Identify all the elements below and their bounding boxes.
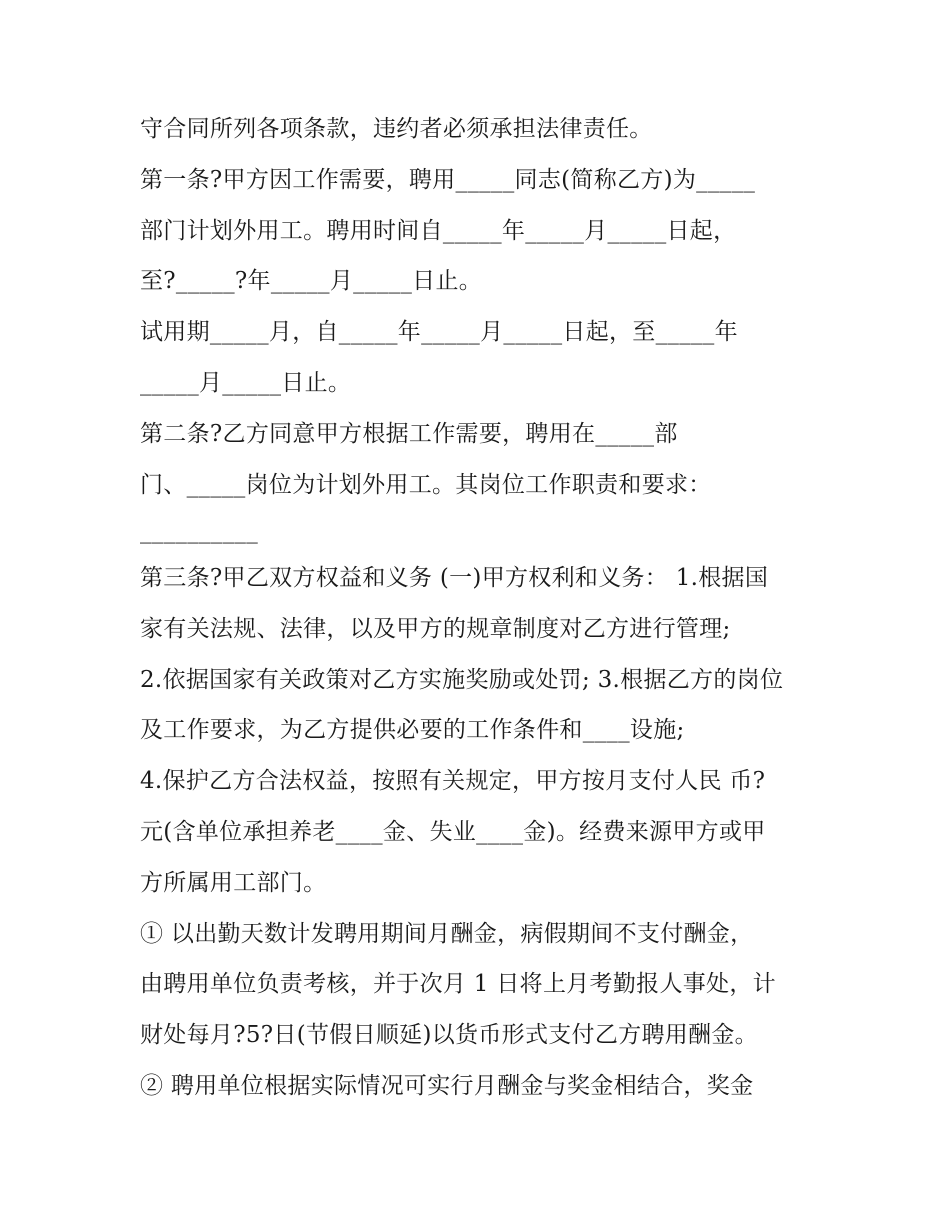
text-line: 试用期_____月，自_____年_____月_____日起，至_____年 <box>140 319 738 345</box>
text-line: 由聘用单位负责考核，并于次月 1 日将上月考勤报人事处，计 <box>140 971 776 997</box>
text-line: _____月_____日止。 <box>140 370 352 396</box>
text-line: 及工作要求，为乙方提供必要的工作条件和____设施; <box>140 717 685 743</box>
text-line: 守合同所列各项条款，违约者必须承担法律责任。 <box>140 116 653 142</box>
text-line: ① 以出勤天数计发聘用期间月酬金，病假期间不支付酬金， <box>140 921 754 947</box>
text-line: 家有关法规、法律，以及甲方的规章制度对乙方进行管理; <box>140 616 731 642</box>
text-line: 方所属用工部门。 <box>140 870 327 896</box>
text-line: 元(含单位承担养老____金、失业____金)。经费来源甲方或甲 <box>140 819 766 845</box>
text-line: 2.依据国家有关政策对乙方实施奖励或处罚; 3.根据乙方的岗位 <box>140 667 784 693</box>
text-line: 第一条?甲方因工作需要，聘用_____同志(简称乙方)为_____ <box>140 167 756 193</box>
text-line: 至?_____?年_____月_____日止。 <box>140 268 483 294</box>
text-line: ② 聘用单位根据实际情况可实行月酬金与奖金相结合，奖金 <box>140 1073 754 1099</box>
text-line: 财处每月?5?日(节假日顺延)以货币形式支付乙方聘用酬金。 <box>140 1022 758 1048</box>
text-line: 4.保护乙方合法权益，按照有关规定，甲方按月支付人民 币? <box>140 768 766 794</box>
text-line: __________ <box>140 518 258 544</box>
text-line: 门、_____岗位为计划外用工。其岗位工作职责和要求： <box>140 472 712 498</box>
text-line: 部门计划外用工。聘用时间自_____年_____月_____日起， <box>140 218 737 244</box>
text-line: 第三条?甲乙双方权益和义务 (一)甲方权利和义务： 1.根据国 <box>140 565 769 591</box>
text-line: 第二条?乙方同意甲方根据工作需要，聘用在_____部 <box>140 421 678 447</box>
